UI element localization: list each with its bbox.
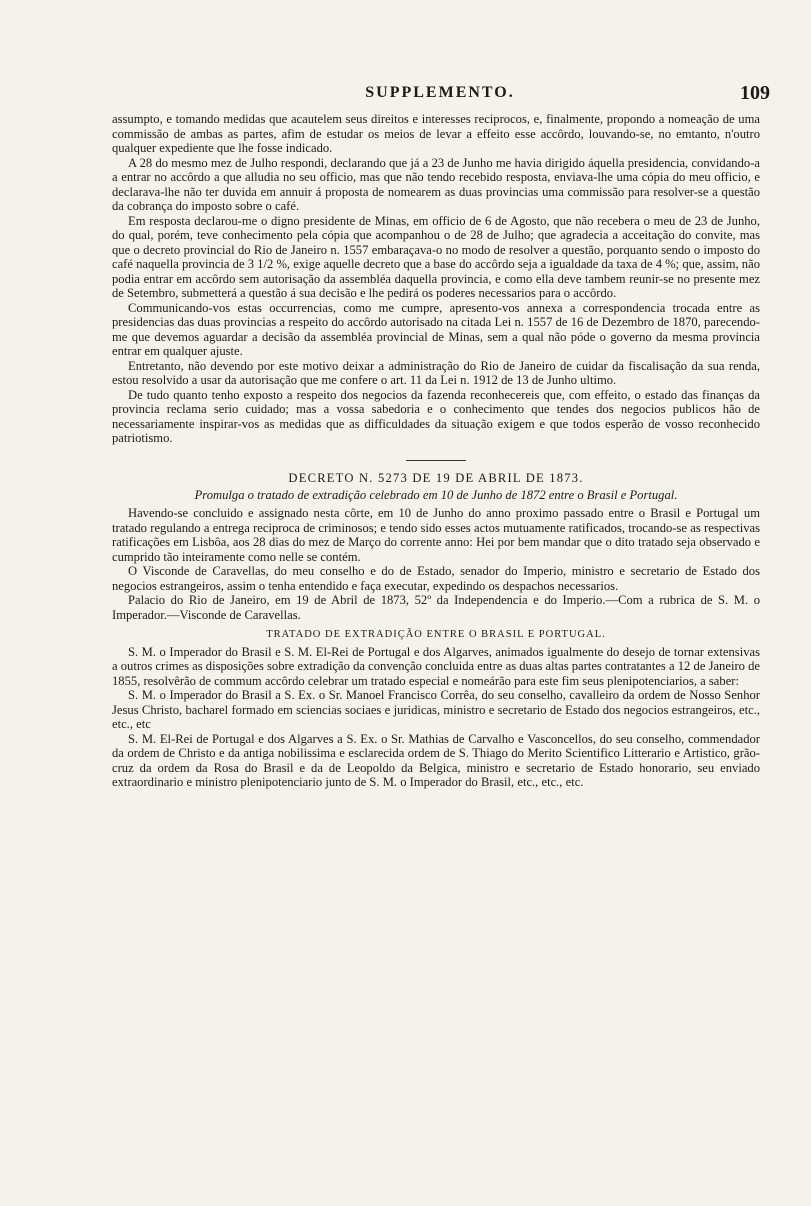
report-paragraph: De tudo quanto tenho exposto a respeito dos negocios da fazenda reconhecereis que, com effeito, o estado das finanças da provincia reclama serio cuidado; mas a vossa sabedoria e o conhecimento que tendes dos negocios publicos hão de necessariamente inspirar-vos as medidas que as difficuldades da situação exigem e que todos esperão de vosso reconhecido patriotismo. [112, 387, 760, 445]
report-paragraph: assumpto, e tomando medidas que acautelem seus direitos e interesses reciprocos, e, finalmente, propondo a nomeação de uma commissão de ambas as partes, afim de estudar os meios de levar a effeito esse accôrdo, louvando-se, no emtanto, n'outro qualquer expediente que lhe fosse indicado. [112, 112, 760, 155]
report-paragraph: Entretanto, não devendo por este motivo deixar a administração do Rio de Janeiro de cuidar da fiscalisação da sua renda, estou resolvido a usar da autorisação que me confere o art. 11 da Lei n. 1912 de 13 de Junho ultimo. [112, 358, 760, 387]
page-header [110, 84, 770, 110]
treaty-paragraph: S. M. o Imperador do Brasil a S. Ex. o Sr. Manoel Francisco Corrêa, do seu conselho, cavalleiro da ordem de Nosso Senhor Jesus Christo, bacharel formado em sciencias sociaes e juridicas, ministro e secretario de Estado dos negocios estrangeiros, etc., etc., etc [112, 688, 760, 731]
running-title: SUPPLEMENTO. [365, 84, 515, 101]
decree-paragraph: O Visconde de Caravellas, do meu conselho e do de Estado, senador do Imperio, ministro e secretario de Estado dos negocios estrangeiros, assim o tenha entendido e faça executar, expedindo os despachos necessarios. [112, 564, 760, 593]
decree-paragraph: Havendo-se concluido e assignado nesta côrte, em 10 de Junho do anno proximo passado entre o Brasil e Portugal um tratado regulando a entrega reciproca de criminosos; e tendo sido esses actos mutuamente ratificados, trocando-se as respectivas ratificações em Lisbôa, aos 28 dias do mez de Março do corrente anno: Hei por bem mandar que o dito tratado seja observado e cumprido tão inteiramente como nelle se contém. [112, 506, 760, 564]
page-number: 109 [740, 82, 770, 104]
report-paragraph: A 28 do mesmo mez de Julho respondi, declarando que já a 23 de Junho me havia dirigido áquella presidencia, convidando-a a entrar no accôrdo a que alludia no seu officio, mas que não tendo recebido resposta, enviava-lhe uma cópia do meu officio, e declarava-lhe não ter duvida em annuir á proposta de nomearem as duas provincias uma commissão para resolver-se a questão da cobrança do imposto sobre o café. [112, 155, 760, 213]
section-divider [406, 460, 466, 461]
treaty-paragraph: S. M. El-Rei de Portugal e dos Algarves a S. Ex. o Sr. Mathias de Carvalho e Vasconcellos, do seu conselho, commendador da ordem de Christo e da antiga nobilissima e esclarecida ordem de S. Thiago do Merito Scientifico Litterario e Artistico, grão-cruz da ordem da Rosa do Brasil e da de Leopoldo da Belgica, ministro e secretario de Estado honorario, seu enviado extraordinario e ministro plenipotenciario junto de S. M. o Imperador do Brasil, etc., etc., etc. [112, 731, 760, 789]
treaty-heading: TRATADO DE EXTRADIÇÃO ENTRE O BRASIL E PORTUGAL. [266, 629, 606, 640]
decree-paragraph: Palacio do Rio de Janeiro, em 19 de Abril de 1873, 52º da Independencia e do Imperio.—Com a rubrica de S. M. o Imperador.—Visconde de Caravellas. [112, 593, 760, 622]
decree-title: DECRETO N. 5273 DE 19 DE ABRIL DE 1873. [288, 470, 584, 485]
page-body [112, 112, 760, 790]
report-paragraph: Communicando-vos estas occurrencias, como me cumpre, apresento-vos annexa a correspondencia trocada entre as presidencias das duas provincias a respeito do accôrdo autorisado na citada Lei n. 1557 de 16 de Dezembro de 1870, parecendo-me que devemos aguardar a decisão da assembléa provincial de Minas, sem a qual não póde o governo da mesma provincia entrar em qualquer ajuste. [112, 300, 760, 358]
report-paragraph: Em resposta declarou-me o digno presidente de Minas, em officio de 6 de Agosto, que não recebera o meu de 23 de Junho, do qual, porém, teve conhecimento pela cópia que acompanhou o de 28 de Julho; que agradecia a acceitação do convite, mas que o decreto provincial do Rio de Janeiro n. 1557 embaraçava-o no modo de resolver a questão, porquanto sendo o imposto do café naquella provincia de 3 1/2 %, exige aquelle decreto que a base do accôrdo seja a igualdade da taxa de 4 %; que, assim, não podia entrar em accôrdo sem autorisação da assembléa daquella provincia, e como ella deve tambem reunir-se no presente mez de Setembro, submetterá a questão á sua decisão e lhe pedirá os poderes necessarios para o accôrdo. [112, 213, 760, 300]
decree-summary: Promulga o tratado de extradição celebrado em 10 de Junho de 1872 entre o Brasil e Portugal. [194, 488, 678, 502]
treaty-paragraph: S. M. o Imperador do Brasil e S. M. El-Rei de Portugal e dos Algarves, animados igualmente do desejo de tornar extensivas a outros crimes as disposições sobre extradição da convenção concluida entre as duas altas partes contratantes a 12 de Janeiro de 1855, resolvêrão de commum accôrdo celebrar um tratado especial e nomeárão para este fim seus plenipotenciarios, a saber: [112, 644, 760, 688]
